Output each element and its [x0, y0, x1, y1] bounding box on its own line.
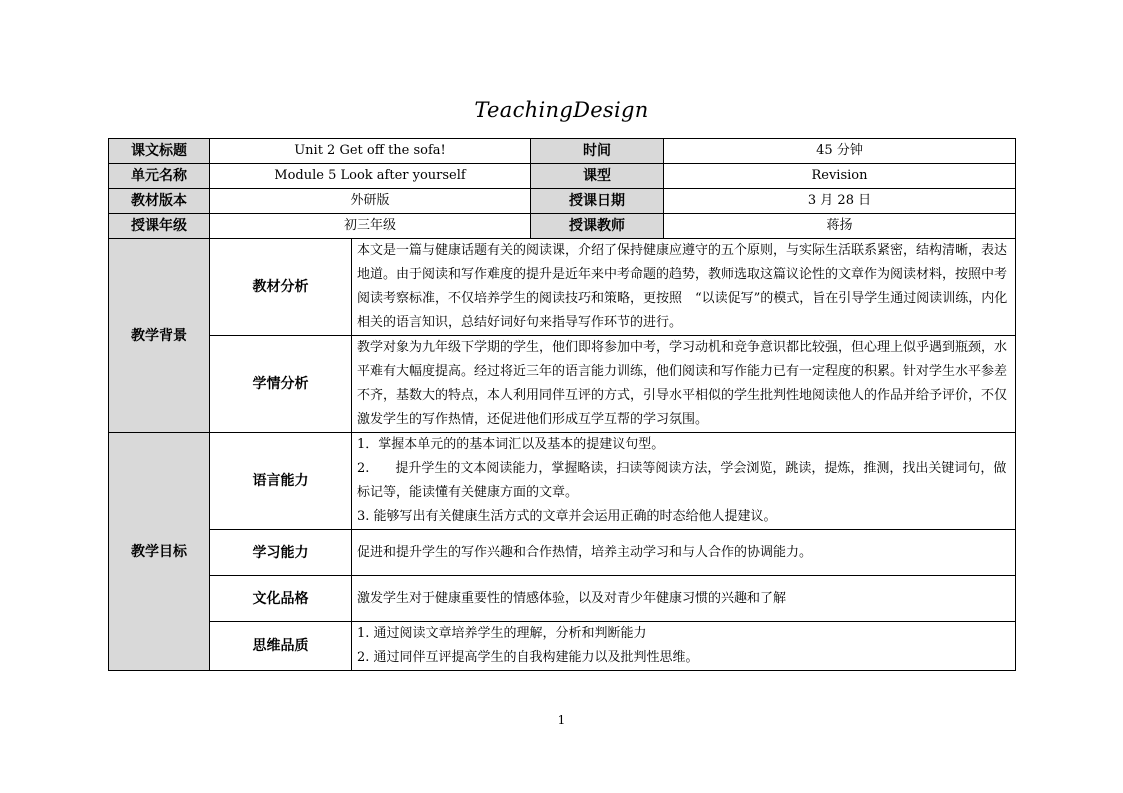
info-row-unit	[109, 164, 1016, 189]
text-thinking-quality	[352, 622, 1016, 671]
teaching-design-table	[108, 138, 1016, 671]
text-language-ability	[352, 433, 1016, 530]
label-teacher: 授课教师	[531, 214, 664, 239]
label-cultural-character: 文化品格	[210, 576, 352, 622]
label-thinking-quality: 思维品质	[210, 622, 352, 671]
text-student-analysis: 教学对象为九年级下学期的学生，他们即将参加中考，学习动机和竞争意识都比较强，但心理上似乎遇到瓶颈，水平难有大幅度提高。经过将近三年的语言能力训练，他们阅读和写作能力已有一定程度的积累。针对学生水平参差不齐，基数大的特点，本人利用同伴互评的方式，引导水平相似的学生批判性地阅读他人的作品并给予评价，不仅激发学生的写作热情，还促进他们形成互学互帮的学习氛围。	[352, 336, 1016, 433]
language-ability-line: 2. 提升学生的文本阅读能力，掌握略读，扫读等阅读方法，学会浏览，跳读，提炼，推测，找出关键词句，做标记等，能读懂有关健康方面的文章。	[357, 461, 1007, 500]
objective-row-language	[109, 433, 1016, 530]
text-learning-ability: 促进和提升学生的写作兴趣和合作热情，培养主动学习和与人合作的协调能力。	[352, 530, 1016, 576]
text-cultural-character: 激发学生对于健康重要性的情感体验，以及对青少年健康习惯的兴趣和了解	[352, 576, 1016, 622]
label-lesson-date: 授课日期	[531, 189, 664, 214]
background-row-material	[109, 239, 1016, 336]
label-teaching-objectives: 教学目标	[109, 433, 210, 671]
value-teacher: 蒋扬	[664, 214, 1016, 239]
language-ability-line: 3. 能够写出有关健康生活方式的文章并会运用正确的时态给他人提建议。	[357, 509, 777, 524]
value-lesson-type: Revision	[664, 164, 1016, 189]
background-row-students	[109, 336, 1016, 433]
language-ability-line: 1．掌握本单元的的基本词汇以及基本的提建议句型。	[357, 437, 665, 452]
label-duration: 时间	[531, 139, 664, 164]
info-row-grade	[109, 214, 1016, 239]
thinking-quality-line: 1. 通过阅读文章培养学生的理解，分析和判断能力	[357, 626, 647, 641]
label-language-ability: 语言能力	[210, 433, 352, 530]
value-textbook-edition: 外研版	[210, 189, 531, 214]
objective-row-culture	[109, 576, 1016, 622]
value-unit-name: Module 5 Look after yourself	[210, 164, 531, 189]
info-row-title	[109, 139, 1016, 164]
label-grade: 授课年级	[109, 214, 210, 239]
label-teaching-background: 教学背景	[109, 239, 210, 433]
label-textbook-edition: 教材版本	[109, 189, 210, 214]
label-unit-name: 单元名称	[109, 164, 210, 189]
label-lesson-title: 课文标题	[109, 139, 210, 164]
label-lesson-type: 课型	[531, 164, 664, 189]
info-row-edition	[109, 189, 1016, 214]
label-student-analysis: 学情分析	[210, 336, 352, 433]
value-lesson-date: 3 月 28 日	[664, 189, 1016, 214]
objective-row-learning	[109, 530, 1016, 576]
page-number: 1	[557, 713, 566, 727]
document-title: TeachingDesign	[474, 98, 649, 122]
thinking-quality-line: 2. 通过同伴互评提高学生的自我构建能力以及批判性思维。	[357, 650, 699, 665]
value-duration: 45 分钟	[664, 139, 1016, 164]
text-material-analysis: 本文是一篇与健康话题有关的阅读课，介绍了保持健康应遵守的五个原则，与实际生活联系紧密，结构清晰，表达地道。由于阅读和写作难度的提升是近年来中考命题的趋势，教师选取这篇议论性的文章作为阅读材料，按照中考阅读考察标准，不仅培养学生的阅读技巧和策略，更按照 “以读促写”的模式，旨在引导学生通过阅读训练，内化相关的语言知识，总结好词好句来指导写作环节的进行。	[352, 239, 1016, 336]
objective-row-thinking	[109, 622, 1016, 671]
value-lesson-title: Unit 2 Get off the sofa!	[210, 139, 531, 164]
label-material-analysis: 教材分析	[210, 239, 352, 336]
label-learning-ability: 学习能力	[210, 530, 352, 576]
value-grade: 初三年级	[210, 214, 531, 239]
